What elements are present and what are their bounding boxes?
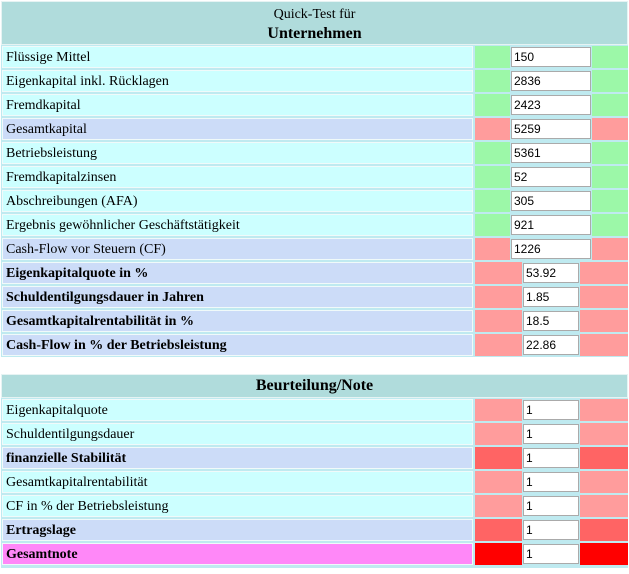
- status-cell-right: [580, 423, 628, 445]
- status-cell-left: [475, 543, 522, 565]
- label-schuldentilgungsdauer: Schuldentilgungsdauer in Jahren: [2, 286, 473, 308]
- status-cell-right: [592, 142, 628, 164]
- status-cell-right: [580, 471, 628, 493]
- table-row: [1, 165, 628, 189]
- status-cell-left: [475, 334, 522, 356]
- status-cell-right: [592, 214, 628, 236]
- label-note-gesamtkapitalrentabilitaet: Gesamtkapitalrentabilität: [2, 471, 473, 493]
- status-cell-right: [592, 94, 628, 116]
- table-row: [1, 237, 628, 261]
- table-row: [1, 141, 628, 165]
- table-row: [1, 309, 628, 333]
- status-cell-right: [580, 543, 628, 565]
- note-eigenkapitalquote[interactable]: 1: [523, 400, 579, 420]
- status-cell-right: [592, 238, 628, 260]
- status-cell-right: [580, 334, 628, 356]
- table-row: [1, 542, 628, 566]
- beurteilung-header: [1, 374, 628, 398]
- label-cash-flow-prozent: Cash-Flow in % der Betriebsleistung: [2, 334, 473, 356]
- table-row: [1, 261, 628, 285]
- label-note-eigenkapitalquote: Eigenkapitalquote: [2, 399, 473, 421]
- status-cell-left: [475, 286, 522, 308]
- note-ertragslage[interactable]: 1: [523, 520, 579, 540]
- label-abschreibungen: Abschreibungen (AFA): [2, 190, 473, 212]
- table-row: [1, 93, 628, 117]
- input-fremdkapital[interactable]: 2423: [511, 95, 591, 115]
- status-cell-right: [580, 519, 628, 541]
- quick-test-table: [1, 1, 628, 357]
- status-cell-left: [475, 94, 510, 116]
- beurteilung-table: [1, 374, 628, 568]
- label-gesamtkapitalrentabilitaet: Gesamtkapitalrentabilität in %: [2, 310, 473, 332]
- status-cell-left: [475, 238, 510, 260]
- output-gesamtkapitalrentabilitaet[interactable]: 18.5: [523, 311, 579, 331]
- table-row: [1, 285, 628, 309]
- status-cell-right: [592, 70, 628, 92]
- input-abschreibungen[interactable]: 305: [511, 191, 591, 211]
- quick-test-header: [1, 1, 628, 45]
- status-cell-right: [580, 310, 628, 332]
- beurteilung-title: Beurteilung/Note: [255, 377, 374, 394]
- status-cell-right: [580, 262, 628, 284]
- label-note-schuldentilgungsdauer: Schuldentilgungsdauer: [2, 423, 473, 445]
- status-cell-left: [475, 214, 510, 236]
- table-row: [1, 45, 628, 69]
- input-betriebsleistung[interactable]: 5361: [511, 143, 591, 163]
- label-note-finanzielle-stabilitaet: finanzielle Stabilität: [2, 447, 473, 469]
- output-eigenkapitalquote[interactable]: 53.92: [523, 263, 579, 283]
- status-cell-left: [475, 447, 522, 469]
- table-row: [1, 213, 628, 237]
- label-ergebnis: Ergebnis gewöhnlicher Geschäftstätigkeit: [2, 214, 473, 236]
- note-cf-prozent[interactable]: 1: [523, 496, 579, 516]
- status-cell-right: [580, 447, 628, 469]
- status-cell-left: [475, 471, 522, 493]
- label-fremdkapital: Fremdkapital: [2, 94, 473, 116]
- status-cell-left: [475, 118, 510, 140]
- table-row: [1, 117, 628, 141]
- table-row: [1, 446, 628, 470]
- table-row: [1, 189, 628, 213]
- input-ergebnis[interactable]: 921: [511, 215, 591, 235]
- label-betriebsleistung: Betriebsleistung: [2, 142, 473, 164]
- output-cash-flow-prozent[interactable]: 22.86: [523, 335, 579, 355]
- status-cell-right: [592, 118, 628, 140]
- status-cell-left: [475, 262, 522, 284]
- status-cell-left: [475, 46, 510, 68]
- status-cell-right: [580, 495, 628, 517]
- table-row: [1, 69, 628, 93]
- status-cell-right: [592, 166, 628, 188]
- status-cell-right: [580, 286, 628, 308]
- label-cash-flow: Cash-Flow vor Steuern (CF): [2, 238, 473, 260]
- note-finanzielle-stabilitaet[interactable]: 1: [523, 448, 579, 468]
- label-eigenkapital: Eigenkapital inkl. Rücklagen: [2, 70, 473, 92]
- status-cell-right: [592, 190, 628, 212]
- label-gesamtkapital: Gesamtkapital: [2, 118, 473, 140]
- status-cell-left: [475, 70, 510, 92]
- status-cell-right: [580, 399, 628, 421]
- status-cell-left: [475, 166, 510, 188]
- input-fluessige-mittel[interactable]: 150: [511, 47, 591, 67]
- label-fremdkapitalzinsen: Fremdkapitalzinsen: [2, 166, 473, 188]
- status-cell-left: [475, 519, 522, 541]
- table-row: [1, 333, 628, 357]
- table-row: [1, 518, 628, 542]
- gesamtnote[interactable]: 1: [523, 544, 579, 564]
- label-note-ertragslage: Ertragslage: [2, 519, 473, 541]
- quick-test-title-line2: Unternehmen: [267, 25, 362, 42]
- input-eigenkapital[interactable]: 2836: [511, 71, 591, 91]
- note-schuldentilgungsdauer[interactable]: 1: [523, 424, 579, 444]
- note-gesamtkapitalrentabilitaet[interactable]: 1: [523, 472, 579, 492]
- output-gesamtkapital[interactable]: 5259: [511, 119, 591, 139]
- label-eigenkapitalquote: Eigenkapitalquote in %: [2, 262, 473, 284]
- table-row: [1, 470, 628, 494]
- label-fluessige-mittel: Flüssige Mittel: [2, 46, 473, 68]
- output-schuldentilgungsdauer[interactable]: 1.85: [523, 287, 579, 307]
- status-cell-left: [475, 190, 510, 212]
- table-row: [1, 398, 628, 422]
- status-cell-left: [475, 495, 522, 517]
- status-cell-left: [475, 142, 510, 164]
- status-cell-left: [475, 423, 522, 445]
- label-note-cf-prozent: CF in % der Betriebsleistung: [2, 495, 473, 517]
- status-cell-left: [475, 399, 522, 421]
- table-row: [1, 494, 628, 518]
- input-fremdkapitalzinsen[interactable]: 52: [511, 167, 591, 187]
- quick-test-title-line1: Quick-Test für: [273, 7, 356, 22]
- table-row: [1, 422, 628, 446]
- status-cell-right: [592, 46, 628, 68]
- status-cell-left: [475, 310, 522, 332]
- label-gesamtnote: Gesamtnote: [2, 543, 473, 565]
- output-cash-flow[interactable]: 1226: [511, 239, 591, 259]
